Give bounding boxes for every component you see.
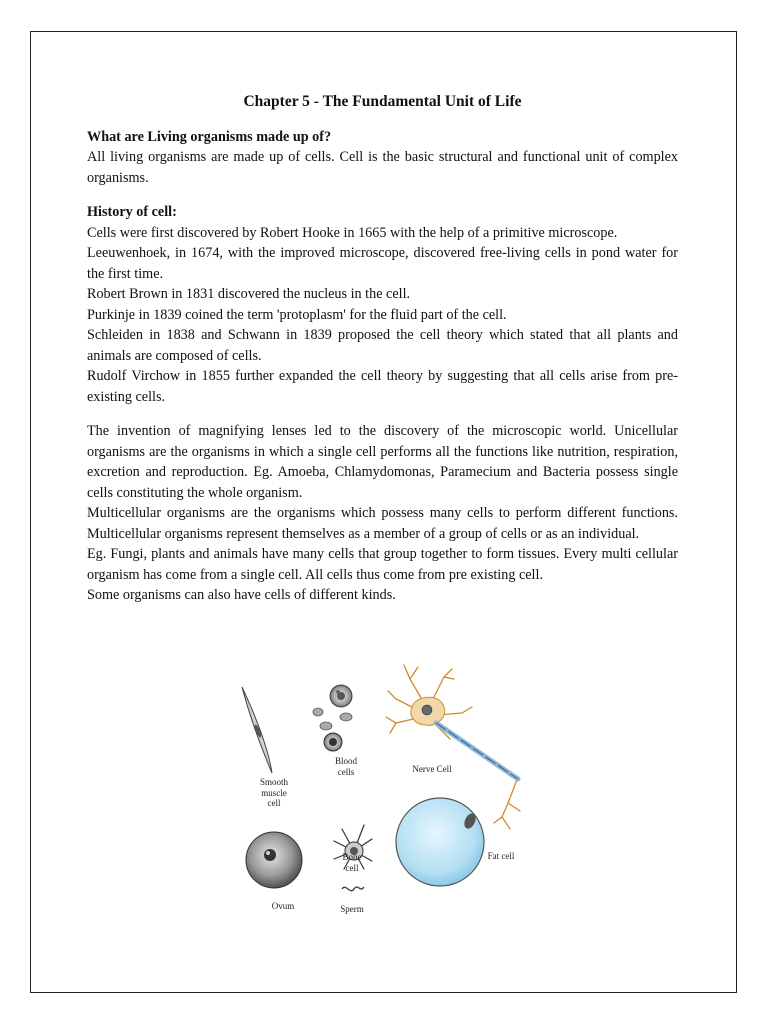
body-paragraph: The invention of magnifying lenses led to the discovery of the microscopic world. Unicellular organisms are the organisms in which a single cell performs all the functions like nutrition, respiration, excretion and reproduction. Eg. Amoeba, Chlamydomonas, Paramecium and Bacteria possess single cells constituting the whole organism. bbox=[87, 423, 678, 501]
body-paragraph: Eg. Fungi, plants and animals have many cells that group together to form tissues. Every multi cellular organism has come from a single cell. All cells thus come from pre existing cell. bbox=[87, 546, 678, 583]
history-line: Purkinje in 1839 coined the term 'protoplasm' for the fluid part of the cell. bbox=[87, 306, 507, 323]
history-line: Leeuwenhoek, in 1674, with the improved microscope, discovered free-living cells in pond water for the first time. bbox=[87, 245, 678, 282]
question-answer: All living organisms are made up of cells. Cell is the basic structural and functional unit of complex organisms. bbox=[87, 149, 678, 186]
sperm-drawing bbox=[342, 887, 364, 891]
bone-cell-label: Bone cell bbox=[342, 852, 362, 873]
fat-cell-drawing bbox=[396, 798, 484, 886]
blood-cells-label: Blood cells bbox=[334, 756, 357, 777]
smooth-muscle-label: Smooth muscle cell bbox=[259, 777, 288, 808]
fat-cell-label: Fat cell bbox=[487, 851, 515, 861]
nerve-cell-label: Nerve Cell bbox=[412, 764, 452, 774]
cell-types-figure bbox=[226, 655, 538, 917]
history-line: Rudolf Virchow in 1855 further expanded the cell theory by suggesting that all cells arise from pre-existing cells. bbox=[87, 368, 678, 405]
history-heading: History of cell: bbox=[87, 204, 177, 220]
blood-cells-drawing bbox=[313, 685, 352, 751]
ovum-label: Ovum bbox=[271, 901, 295, 911]
ovum-drawing bbox=[246, 832, 302, 888]
history-line: Robert Brown in 1831 discovered the nucleus in the cell. bbox=[87, 286, 411, 302]
document-body bbox=[87, 92, 678, 606]
history-line: Cells were first discovered by Robert Hooke in 1665 with the help of a primitive microscope. bbox=[87, 224, 618, 241]
history-line: Schleiden in 1838 and Schwann in 1839 proposed the cell theory which stated that all plants and animals are composed of cells. bbox=[87, 327, 678, 364]
smooth-muscle-cell-drawing bbox=[242, 687, 272, 773]
body-paragraph: Some organisms can also have cells of different kinds. bbox=[87, 587, 396, 603]
question-heading: What are Living organisms made up of? bbox=[87, 128, 332, 145]
sperm-label: Sperm bbox=[340, 904, 364, 914]
chapter-title: Chapter 5 - The Fundamental Unit of Life bbox=[243, 93, 522, 110]
body-paragraph: Multicellular organisms are the organisms which possess many cells to perform different functions. Multicellular organisms represent themselves as a member of a group of cells or as an individual. bbox=[87, 505, 678, 542]
nerve-cell-body bbox=[411, 697, 445, 725]
